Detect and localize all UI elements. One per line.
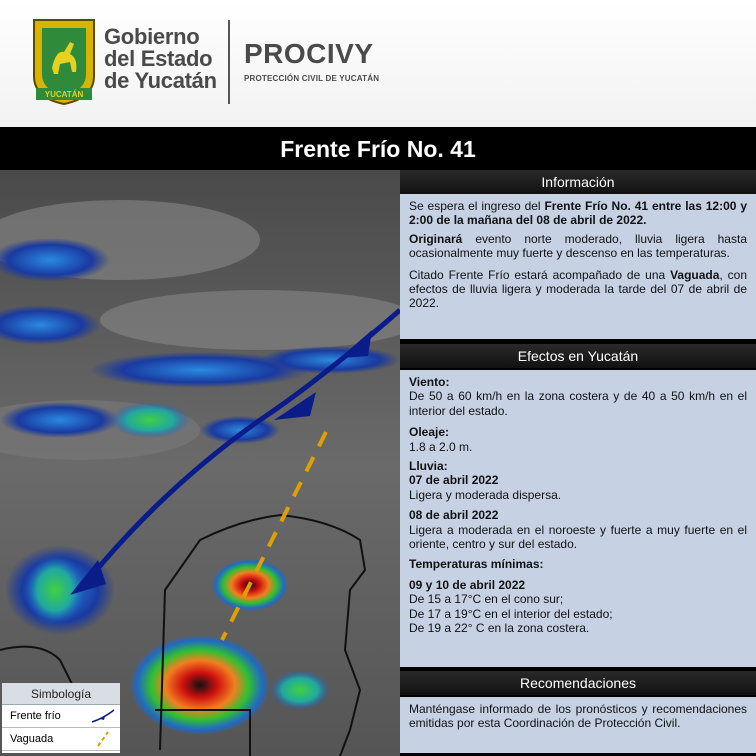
cold-front-icon	[90, 708, 116, 724]
recommendations-section	[400, 697, 756, 753]
info-paragraph-2: Originará evento norte moderado, lluvia ligera hasta ocasionalmente muy fuerte y descenso en las temperaturas.	[409, 231, 747, 261]
info-paragraph-1: Se espera el ingreso del Frente Frío No. 41 entre las 12:00 y 2:00 de la mañana del 08 de abril de 2022.	[409, 199, 748, 228]
rain-day1-label: 07 de abril 2022	[409, 473, 499, 488]
procivy-subtitle: PROTECCIÓN CIVIL DE YUCATÁN	[244, 74, 380, 83]
rain-label: Lluvia:	[409, 459, 448, 474]
rain-day2-text: Ligera a moderada en el noroeste y fuerte a muy fuerte en el oriente, centro y sur del estado.	[409, 522, 747, 552]
temperature-line-1: De 15 a 17°C en el cono sur;	[409, 592, 564, 607]
effects-section-header: Efectos en Yucatán	[400, 344, 756, 368]
temperature-line-3: De 19 a 22° C en la zona costera.	[409, 621, 590, 636]
legend-item-trough	[2, 728, 120, 751]
page-title: Frente Frío No. 41	[0, 127, 756, 170]
recommendations-text: Manténgase informado de los pronósticos y recomendaciones emitidas por esta Coordinación de Protección Civil.	[409, 702, 747, 731]
recommendations-section-header: Recomendaciones	[400, 671, 756, 695]
temperature-label: Temperaturas mínimas:	[409, 557, 544, 572]
government-line-3: de Yucatán	[104, 68, 217, 93]
wind-text: De 50 a 60 km/h en la zona costera y de 40 a 50 km/h en el interior del estado.	[409, 389, 747, 418]
effects-section	[400, 370, 756, 667]
temperature-days: 09 y 10 de abril 2022	[409, 577, 526, 592]
rain-day1-text: Ligera y moderada dispersa.	[409, 487, 562, 502]
info-panel	[400, 170, 756, 756]
info-section-header: Información	[400, 170, 756, 194]
yucatan-emblem	[30, 16, 98, 106]
government-line-2: del Estado	[104, 46, 213, 71]
waves-label: Oleaje:	[409, 425, 450, 440]
header	[0, 0, 756, 127]
info-section	[400, 194, 756, 339]
legend	[2, 683, 120, 753]
info-paragraph-3: Citado Frente Frío estará acompañado de una Vaguada, con efectos de lluvia ligera y moderada la tarde del 07 de abril de 2022.	[409, 267, 747, 311]
svg-text:YUCATÁN: YUCATÁN	[44, 90, 84, 99]
waves-text: 1.8 a 2.0 m.	[409, 439, 473, 454]
rain-day2-label: 08 de abril 2022	[409, 508, 499, 523]
trough-icon	[90, 731, 116, 747]
government-line-1: Gobierno	[104, 24, 200, 49]
legend-item-label: Vaguada	[10, 733, 54, 745]
procivy-logo: PROCIVY	[244, 38, 374, 69]
weather-map	[0, 170, 400, 756]
temperature-line-2: De 17 a 19°C en el interior del estado;	[409, 606, 613, 621]
legend-item-label: Frente frío	[10, 710, 61, 722]
government-title	[104, 26, 217, 92]
header-divider	[228, 20, 230, 104]
legend-item-cold-front	[2, 705, 120, 728]
wind-label: Viento:	[409, 375, 450, 389]
satellite-image	[0, 170, 400, 756]
legend-title: Simbología	[2, 683, 120, 705]
